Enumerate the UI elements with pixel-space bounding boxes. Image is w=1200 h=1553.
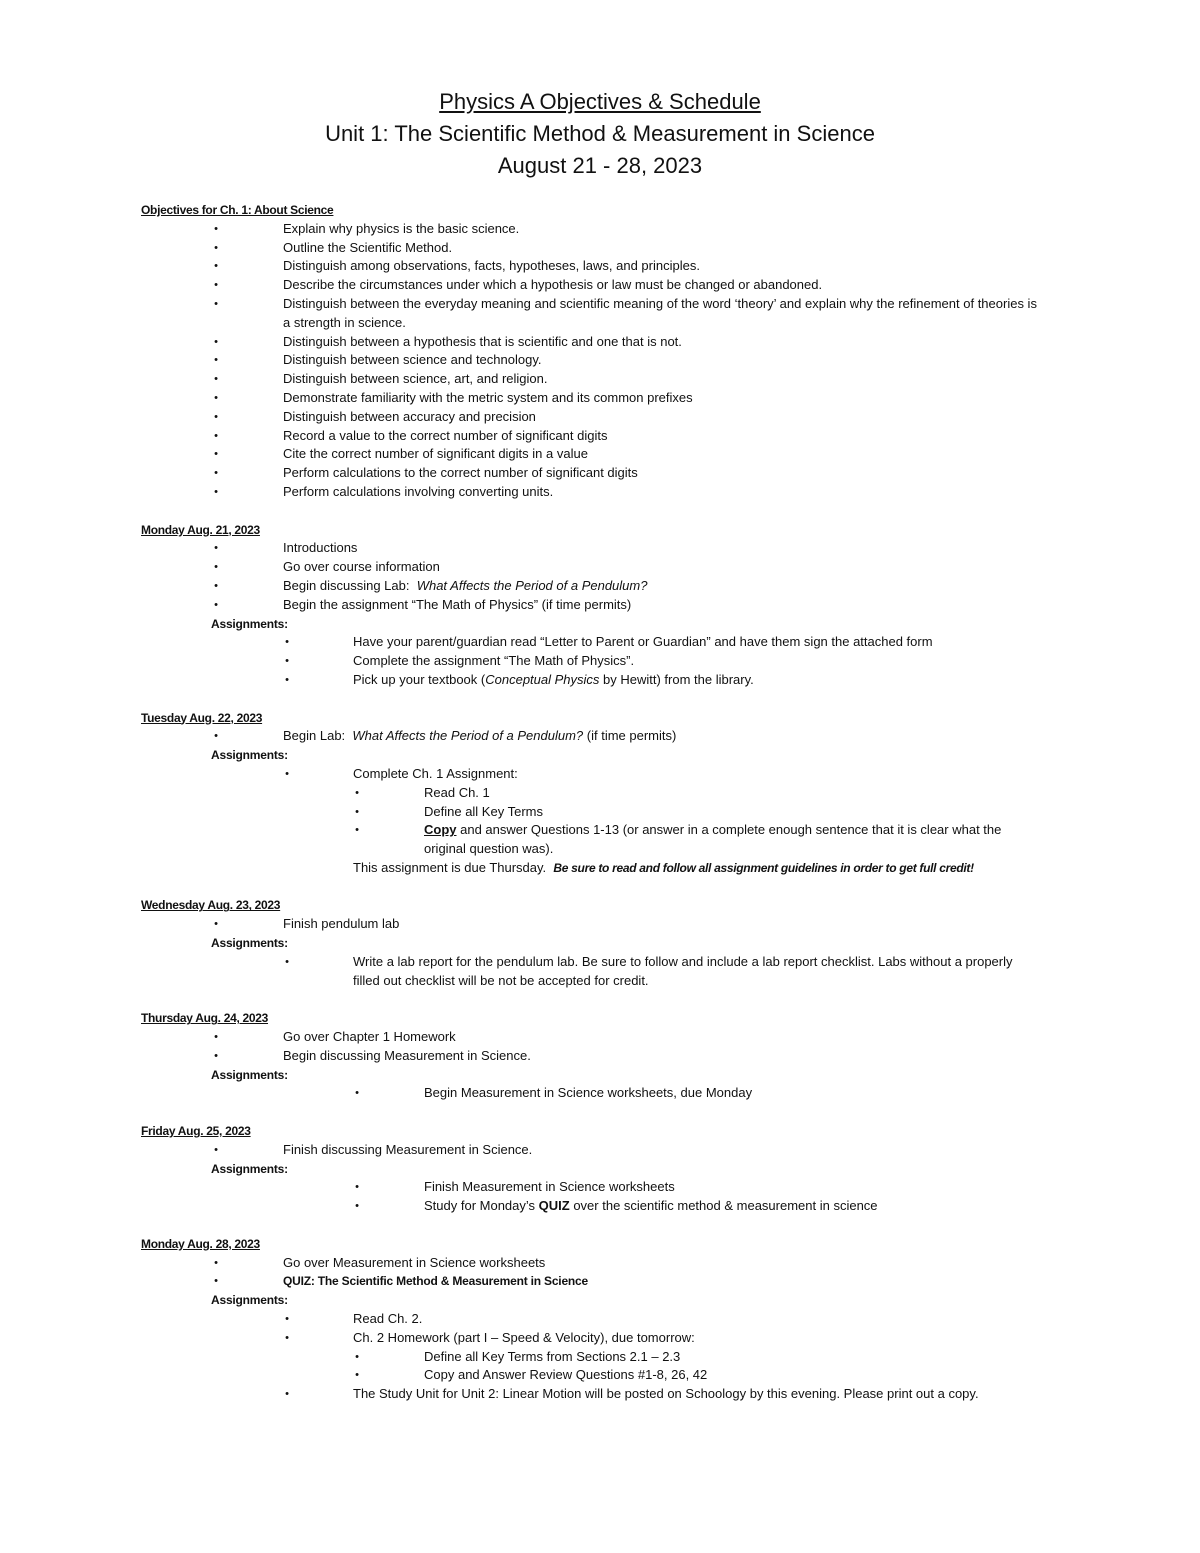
day-heading-wed23: Wednesday Aug. 23, 2023 <box>141 898 281 913</box>
list-item: • Copy and Answer Review Questions #1-8, 26, 42 <box>0 1366 1200 1385</box>
bullet-icon: • <box>285 655 289 668</box>
list-item: • Go over course information <box>0 558 1200 577</box>
list-item: • Distinguish between accuracy and precision <box>0 408 1200 427</box>
bullet-icon: • <box>214 391 218 404</box>
bullet-icon: • <box>285 1388 289 1401</box>
list-item: • Pick up your textbook (Conceptual Physics by Hewitt) from the library. <box>0 671 1200 690</box>
list-item: • Finish pendulum lab <box>0 915 1200 934</box>
list-item: • Distinguish among observations, facts, hypotheses, laws, and principles. <box>0 257 1200 276</box>
list-item: • Outline the Scientific Method. <box>0 239 1200 258</box>
list-item: • Ch. 2 Homework (part I – Speed & Velocity), due tomorrow: <box>0 1329 1200 1348</box>
bullet-icon: • <box>214 241 218 254</box>
bullet-icon: • <box>214 730 218 743</box>
guidelines-warning: Be sure to read and follow all assignment guidelines in order to get full credit! <box>553 860 974 875</box>
lab-title: What Affects the Period of a Pendulum? <box>352 728 584 744</box>
bullet-icon: • <box>355 805 359 818</box>
bullet-icon: • <box>355 1087 359 1100</box>
list-item: • Read Ch. 1 <box>0 784 1200 803</box>
due-text: This assignment is due Thursday. <box>353 859 554 875</box>
list-item: • Describe the circumstances under which a hypothesis or law must be changed or abandoned. <box>0 276 1200 295</box>
bullet-icon: • <box>214 542 218 555</box>
lab-title: What Affects the Period of a Pendulum? <box>416 577 648 593</box>
bullet-icon: • <box>214 918 218 931</box>
bullet-icon: • <box>214 598 218 611</box>
bullet-icon: • <box>214 485 218 498</box>
list-item: • Perform calculations to the correct number of significant digits <box>0 464 1200 483</box>
bullet-icon: • <box>214 279 218 292</box>
day-heading-fri25: Friday Aug. 25, 2023 <box>141 1124 251 1139</box>
assignments-label: Assignments: <box>211 1161 288 1176</box>
bullet-icon: • <box>214 561 218 574</box>
assignments-label: Assignments: <box>211 936 288 951</box>
bullet-icon: • <box>355 1200 359 1213</box>
day-heading-mon28: Monday Aug. 28, 2023 <box>141 1236 260 1251</box>
copy-emphasis: Copy <box>424 822 457 838</box>
document-title: Physics A Objectives & Schedule <box>439 89 761 114</box>
list-item: • Introductions <box>0 539 1200 558</box>
list-item: • Read Ch. 2. <box>0 1310 1200 1329</box>
list-item: • Distinguish between science and technology. <box>0 351 1200 370</box>
list-item <box>0 1272 1200 1291</box>
assignments-label: Assignments: <box>211 1067 288 1082</box>
bullet-icon: • <box>214 373 218 386</box>
bullet-icon: • <box>214 410 218 423</box>
list-item: • Begin the assignment “The Math of Physics” (if time permits) <box>0 596 1200 615</box>
list-item: • Write a lab report for the pendulum lab. Be sure to follow and include a lab report checklist. Labs without a properly filled out checklist will be not be accepted for credit. <box>0 953 1200 991</box>
list-item: • Explain why physics is the basic science. <box>0 220 1200 239</box>
list-item: • Distinguish between science, art, and religion. <box>0 370 1200 389</box>
bullet-icon: • <box>214 429 218 442</box>
bullet-icon: • <box>214 1049 218 1062</box>
bullet-icon: • <box>355 1350 359 1363</box>
list-item: • Demonstrate familiarity with the metric system and its common prefixes <box>0 389 1200 408</box>
list-item: • Distinguish between the everyday meaning and scientific meaning of the word ‘theory’ and explain why the refinement of theories is a strength in science. <box>0 295 1200 333</box>
bullet-icon: • <box>285 767 289 780</box>
bullet-icon: • <box>355 786 359 799</box>
bullet-icon: • <box>214 222 218 235</box>
bullet-icon: • <box>214 335 218 348</box>
assignments-label: Assignments: <box>211 616 288 631</box>
bullet-icon: • <box>355 1181 359 1194</box>
quiz-emphasis: QUIZ <box>538 1198 570 1214</box>
title-block <box>0 86 1200 182</box>
day-heading-mon21: Monday Aug. 21, 2023 <box>141 522 260 537</box>
list-item: • Begin Lab: What Affects the Period of a Pendulum? (if time permits) <box>0 727 1200 746</box>
bullet-icon: • <box>214 297 218 310</box>
bullet-icon: • <box>214 1143 218 1156</box>
bullet-icon: • <box>214 579 218 592</box>
list-item: • Have your parent/guardian read “Letter to Parent or Guardian” and have them sign the attached form <box>0 633 1200 652</box>
bullet-icon: • <box>355 824 359 837</box>
list-item: • Cite the correct number of significant digits in a value <box>0 445 1200 464</box>
bullet-icon: • <box>214 467 218 480</box>
list-item: • Distinguish between a hypothesis that is scientific and one that is not. <box>0 333 1200 352</box>
list-item: • Complete Ch. 1 Assignment: <box>0 765 1200 784</box>
list-item: • Begin discussing Measurement in Science. <box>0 1047 1200 1066</box>
list-item: • Finish discussing Measurement in Science. <box>0 1141 1200 1160</box>
bullet-icon: • <box>285 673 289 686</box>
list-item: • Copy and answer Questions 1-13 (or answer in a complete enough sentence that it is clear what the original question was). <box>0 821 1200 859</box>
list-item: • Begin Measurement in Science worksheets, due Monday <box>0 1084 1200 1103</box>
list-item: • Record a value to the correct number of significant digits <box>0 427 1200 446</box>
day-heading-thu24: Thursday Aug. 24, 2023 <box>141 1011 269 1026</box>
textbook-title: Conceptual Physics <box>485 671 600 687</box>
bullet-icon: • <box>285 1313 289 1326</box>
list-item: • Define all Key Terms <box>0 803 1200 822</box>
list-item: • Go over Chapter 1 Homework <box>0 1028 1200 1047</box>
unit-title: Unit 1: The Scientific Method & Measurement in Science <box>325 121 875 146</box>
list-item: • The Study Unit for Unit 2: Linear Motion will be posted on Schoology by this evening. Please print out a copy. <box>0 1385 1200 1404</box>
bullet-icon: • <box>355 1369 359 1382</box>
bullet-icon: • <box>214 260 218 273</box>
date-range: August 21 - 28, 2023 <box>497 153 703 178</box>
list-item: • Complete the assignment “The Math of Physics”. <box>0 652 1200 671</box>
bullet-icon: • <box>285 955 289 968</box>
list-item: • Begin discussing Lab: What Affects the Period of a Pendulum? <box>0 577 1200 596</box>
bullet-icon: • <box>214 1256 218 1269</box>
list-item: • Perform calculations involving converting units. <box>0 483 1200 502</box>
bullet-icon: • <box>285 636 289 649</box>
assignments-label: Assignments: <box>211 1293 288 1308</box>
bullet-icon: • <box>214 354 218 367</box>
list-item: • Define all Key Terms from Sections 2.1 – 2.3 <box>0 1348 1200 1367</box>
objectives-heading: Objectives for Ch. 1: About Science <box>141 203 334 217</box>
quiz-announcement: QUIZ: The Scientific Method & Measurement in Science <box>283 1274 588 1289</box>
bullet-icon: • <box>214 1031 218 1044</box>
list-item: • Go over Measurement in Science worksheets <box>0 1254 1200 1273</box>
bullet-icon: • <box>214 1275 218 1288</box>
list-item: • Study for Monday’s QUIZ over the scientific method & measurement in science <box>0 1197 1200 1216</box>
bullet-icon: • <box>285 1331 289 1344</box>
list-item: • Finish Measurement in Science worksheets <box>0 1178 1200 1197</box>
day-heading-tue22: Tuesday Aug. 22, 2023 <box>141 710 263 725</box>
assignments-label: Assignments: <box>211 748 288 763</box>
bullet-icon: • <box>214 448 218 461</box>
document-body <box>0 201 1200 1404</box>
